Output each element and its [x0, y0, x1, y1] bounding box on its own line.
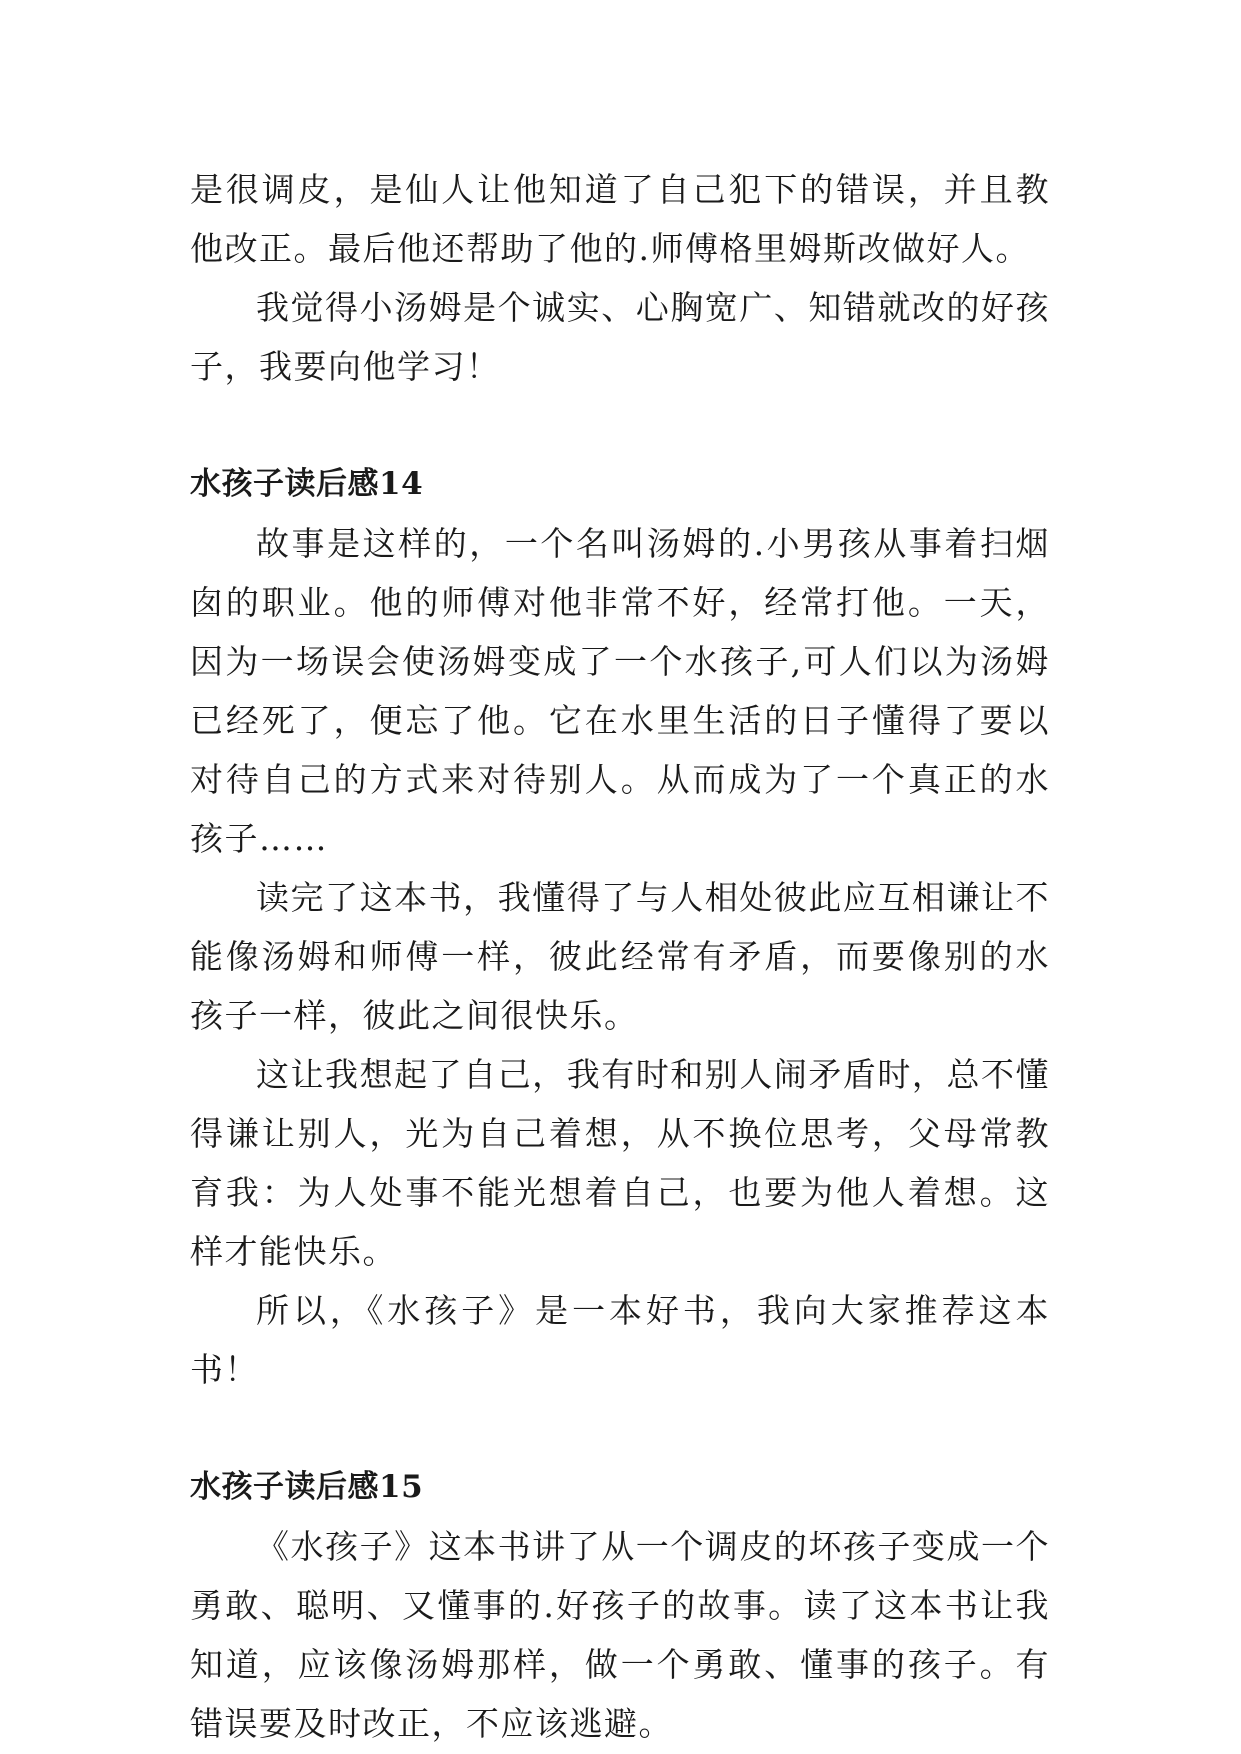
section-14-paragraph-2: 读完了这本书，我懂得了与人相处彼此应互相谦让不能像汤姆和师傅一样，彼此经常有矛盾，而要像别的水孩子一样，彼此之间很快乐。 [190, 878, 1050, 1035]
section-spacer [190, 396, 1050, 455]
document-body [190, 160, 1050, 1753]
section-spacer [190, 1399, 1050, 1458]
section-14-paragraph-3: 这让我想起了自己，我有时和别人闹矛盾时，总不懂得谦让别人，光为自己着想，从不换位思考，父母常教育我：为人处事不能光想着自己，也要为他人着想。这样才能快乐。 [190, 1055, 1050, 1271]
continuation-paragraph-2: 我觉得小汤姆是个诚实、心胸宽广、知错就改的好孩子，我要向他学习！ [190, 288, 1050, 386]
section-15-paragraph-1: 《水孩子》这本书讲了从一个调皮的坏孩子变成一个勇敢、聪明、又懂事的.好孩子的故事。读了这本书让我知道，应该像汤姆那样，做一个勇敢、懂事的孩子。有错误要及时改正，不应该逃避。 [190, 1527, 1050, 1743]
section-15-title: 水孩子读后感15 [190, 1469, 424, 1505]
continuation-paragraph-1: 是很调皮，是仙人让他知道了自己犯下的错误，并且教他改正。最后他还帮助了他的.师傅格里姆斯改做好人。 [190, 170, 1050, 268]
section-14-paragraph-1: 故事是这样的，一个名叫汤姆的.小男孩从事着扫烟囱的职业。他的师傅对他非常不好，经常打他。一天，因为一场误会使汤姆变成了一个水孩子,可人们以为汤姆已经死了，便忘了他。它在水里生活的日子懂得了要以对待自己的方式来对待别人。从而成为了一个真正的水孩子…… [190, 524, 1050, 858]
section-14-title: 水孩子读后感14 [190, 466, 424, 502]
section-14-paragraph-4: 所以，《水孩子》是一本好书，我向大家推荐这本书！ [190, 1291, 1050, 1389]
